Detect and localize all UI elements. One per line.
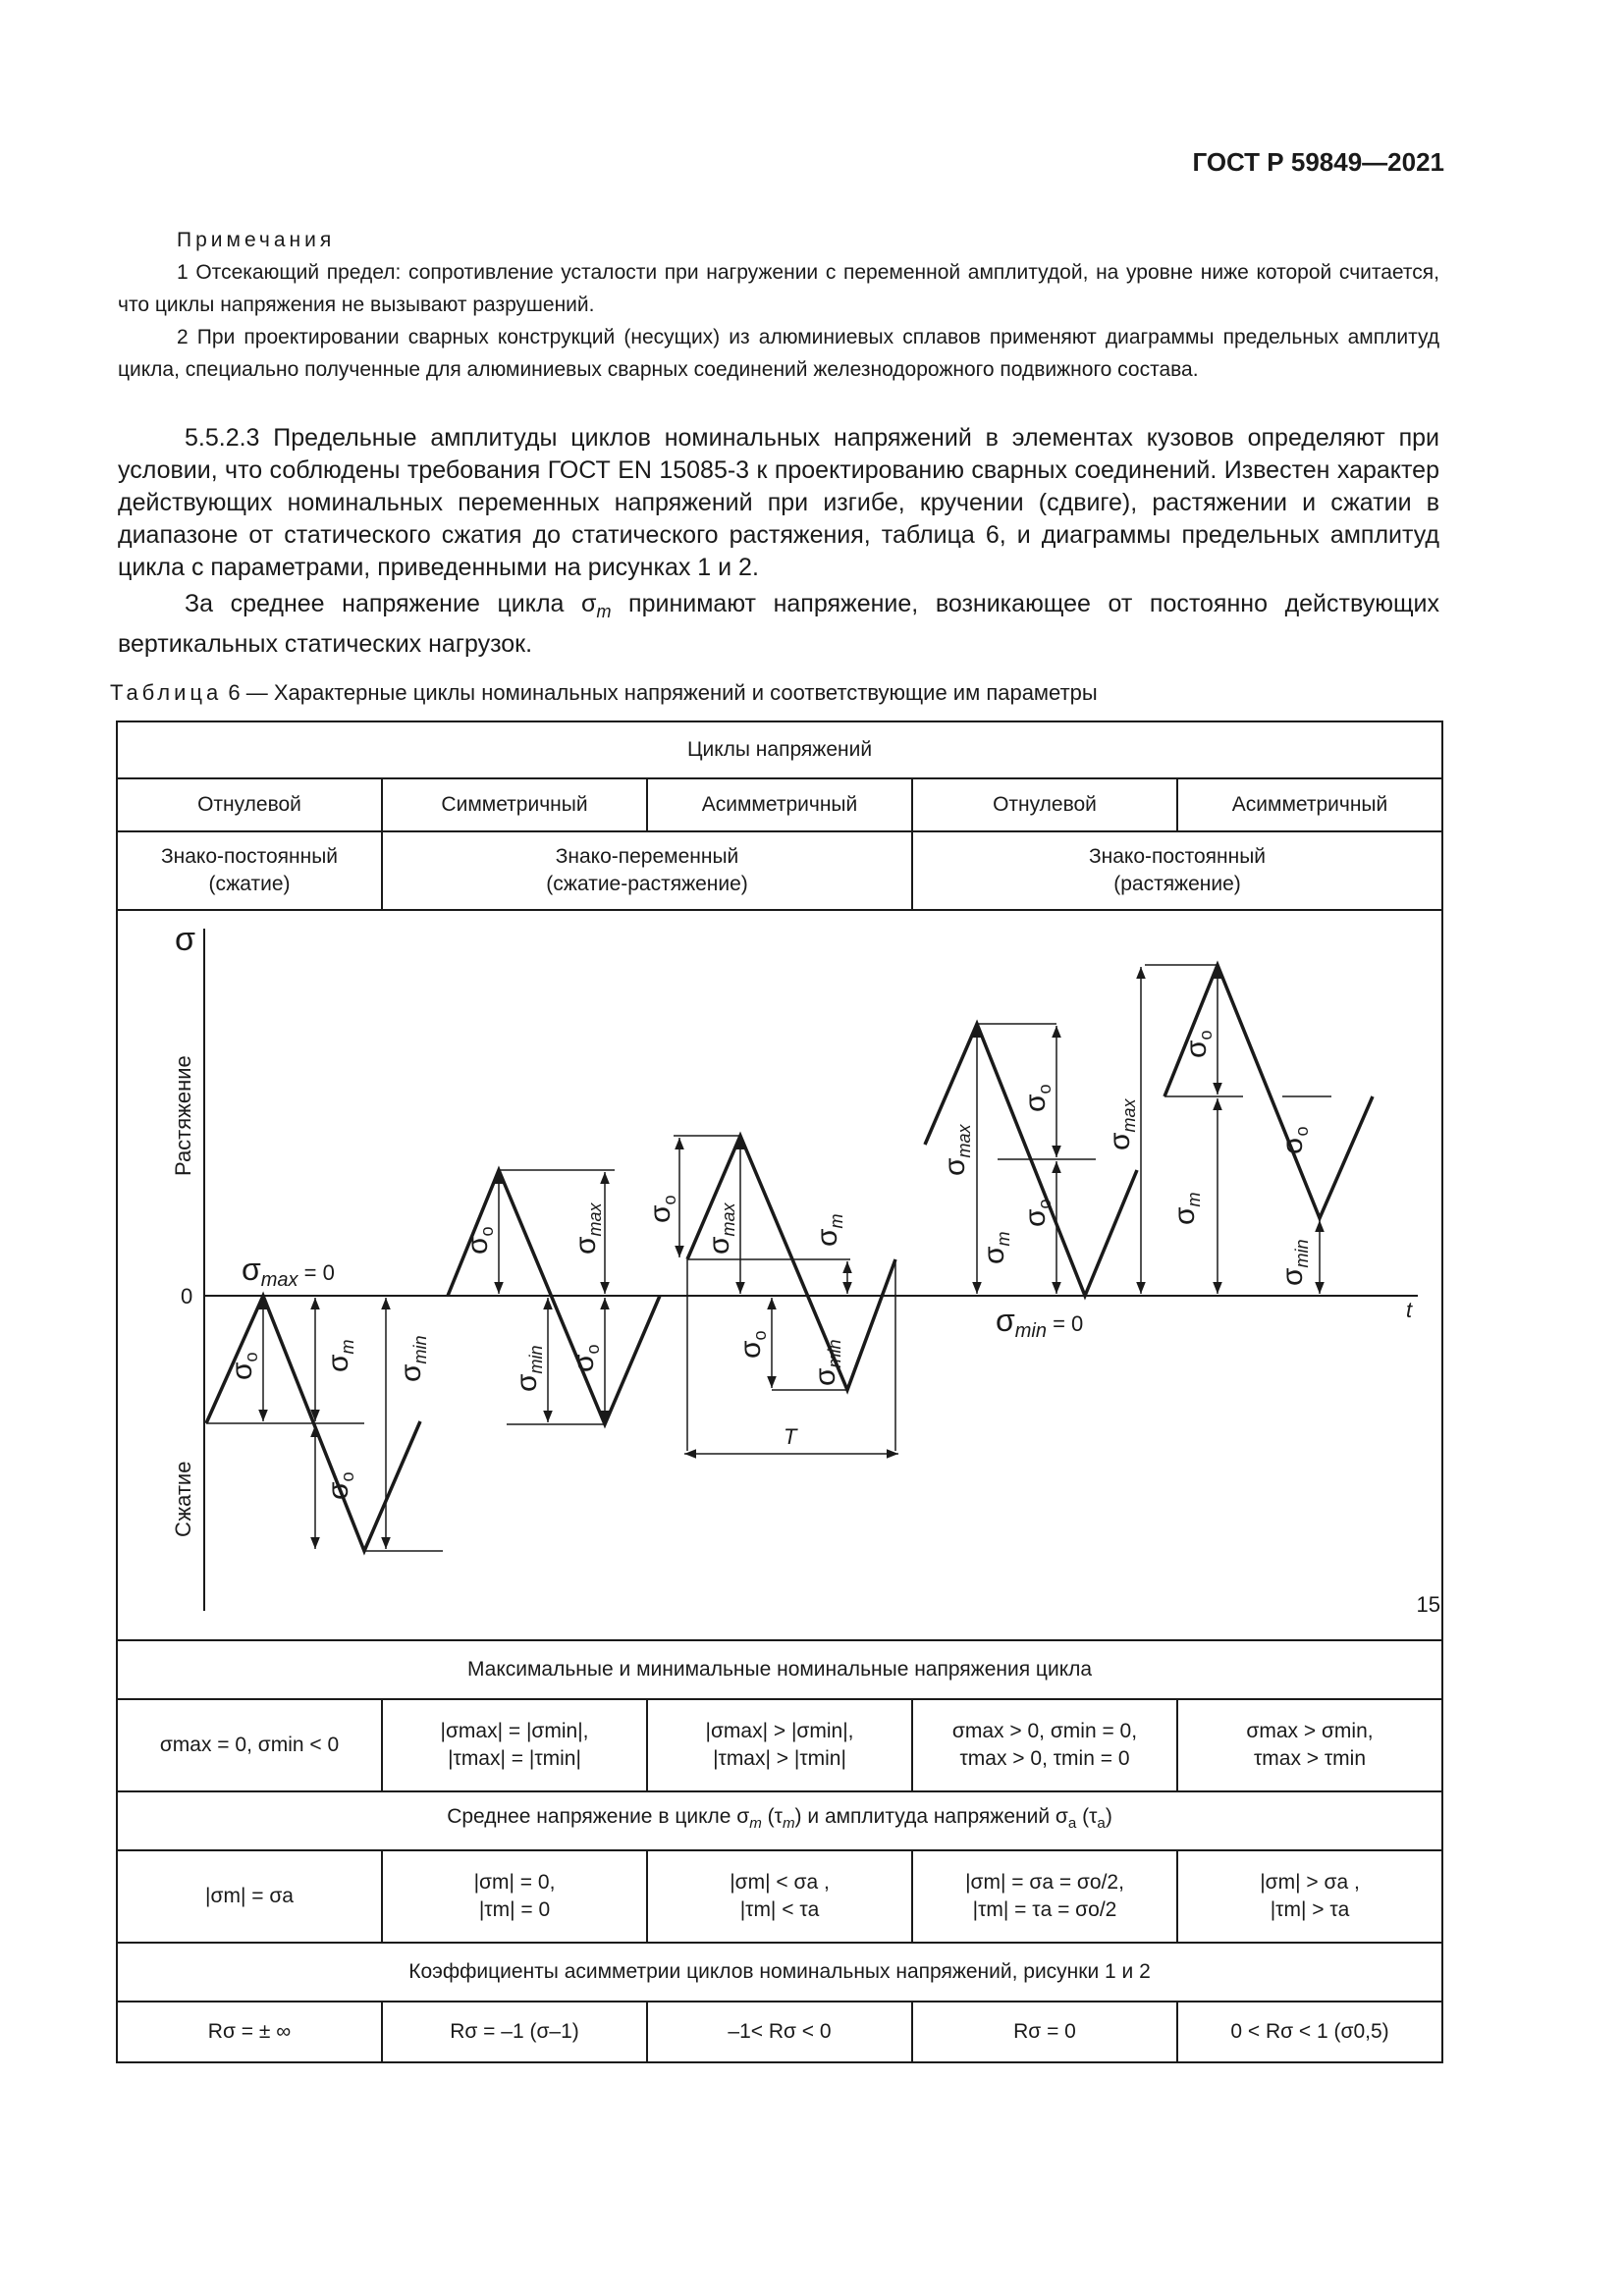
asymmetry-coefficient-cell: Rσ = ± ∞ <box>117 2002 382 2062</box>
sigma-m-label: $\sigma_m$ <box>978 1231 1013 1264</box>
stress-cycle-diagram-cell <box>117 910 1442 1640</box>
section-asymmetry-coefficients: Коэффициенты асимметрии циклов номинальных напряжений, рисунки 1 и 2 <box>117 1943 1442 2002</box>
stress-cycle-diagram <box>124 911 1449 1631</box>
max-min-cell: σmax = 0, σmin < 0 <box>117 1699 382 1791</box>
max-min-cell: |σmax| = |σmin|, |τmax| = |τmin| <box>382 1699 647 1791</box>
t-axis-symbol: t <box>1406 1298 1413 1322</box>
sigma-max-label: $\sigma_{max}$ <box>939 1124 974 1176</box>
sigma-min-label: $\sigma_{min}$ <box>809 1339 844 1386</box>
mean-amplitude-cell: |σm| = 0, |τm| = 0 <box>382 1850 647 1943</box>
sigma-o-label: $\sigma_o$ <box>1276 1126 1312 1154</box>
period-label: T <box>784 1424 797 1449</box>
document-code: ГОСТ Р 59849—2021 <box>1192 147 1444 177</box>
sigma-m-label: $\sigma_m$ <box>1168 1192 1204 1225</box>
page-number: 15 <box>1416 1592 1440 1617</box>
sign-group-cell: Знако-постоянный (сжатие) <box>117 831 382 910</box>
cycle-type-cell: Асимметричный <box>1177 778 1442 831</box>
sigma-max-label: $\sigma_{max}$ <box>703 1202 738 1255</box>
para2-subscript: m <box>596 602 612 621</box>
reference-lines <box>206 965 1331 1551</box>
cycle-type-cell: Симметричный <box>382 778 647 831</box>
sigma-o-label: $\sigma_o$ <box>461 1226 497 1255</box>
sigma-min-label: $\sigma_{min}$ <box>1276 1239 1312 1286</box>
paragraph-mean-stress <box>118 588 1439 661</box>
max-min-cell: |σmax| > |σmin|, |τmax| > |τmin| <box>647 1699 912 1791</box>
mean-amplitude-cell: |σm| < σa , |τm| < τa <box>647 1850 912 1943</box>
sign-group-cell: Знако-постоянный (растяжение) <box>912 831 1442 910</box>
mean-amplitude-cell: |σm| = σa = σo/2, |τm| = τa = σo/2 <box>912 1850 1177 1943</box>
sigma-o-label: $\sigma_o$ <box>734 1330 770 1359</box>
sigma-max-label: $\sigma_{max}$ <box>1104 1098 1139 1150</box>
header-stress-cycles: Циклы напряжений <box>117 721 1442 778</box>
cycle-type-cell: Отнулевой <box>117 778 382 831</box>
paragraph-5-5-2-3: 5.5.2.3 Предельные амплитуды циклов номинальных напряжений в элементах кузовов определяют при условии, что соблюдены требования ГОСТ EN 15085-3 к проектированию сварных соединений. Известен характер действующих номинальных переменных напряжений при изгибе, кручении (сдвиге), растяжении и сжатии в диапазоне от статического сжатия до статического растяжения, таблица 6, и диаграммы предельных амплитуд цикла с параметрами, приведенными на рисунках 1 и 2. <box>118 424 1439 581</box>
cycle-curve-5 <box>1164 965 1373 1218</box>
tension-label: Растяжение <box>171 1055 195 1176</box>
sigma-max-label: $\sigma_{max}$ <box>569 1202 605 1255</box>
mean-amplitude-cell: |σm| > σa , |τm| > τa <box>1177 1850 1442 1943</box>
mean-amplitude-cell: |σm| = σa <box>117 1850 382 1943</box>
stress-cycles-table <box>116 721 1443 2063</box>
sigma-o-label: $\sigma_o$ <box>226 1352 261 1380</box>
asymmetry-coefficient-cell: –1< Rσ < 0 <box>647 2002 912 2062</box>
sigma-o-label: $\sigma_o$ <box>1019 1084 1055 1112</box>
sigma-o-label: $\sigma_o$ <box>1019 1199 1055 1227</box>
asymmetry-coefficient-cell: Rσ = –1 (σ–1) <box>382 2002 647 2062</box>
max-min-cell: σmax > σmin, τmax > τmin <box>1177 1699 1442 1791</box>
note-item-2: 2 При проектировании сварных конструкций (несущих) из алюминиевых сплавов применяют диаграммы предельных амплитуд цикла, специально полученные для алюминиевых сварных соединений железнодорожного подвижного состава. <box>118 326 1439 381</box>
cycle-type-cell: Асимметричный <box>647 778 912 831</box>
sigma-o-label: $\sigma_o$ <box>568 1344 603 1372</box>
asymmetry-coefficient-cell: 0 < Rσ < 1 (σ0,5) <box>1177 2002 1442 2062</box>
body-text <box>118 422 1439 661</box>
caption-text: 6 — Характерные циклы номинальных напряжений и соответствующие им параметры <box>228 680 1098 705</box>
table-caption <box>110 680 1098 706</box>
sigma-m-label: $\sigma_m$ <box>322 1339 357 1372</box>
sigma-o-label: $\sigma_o$ <box>644 1195 679 1223</box>
section-max-min-stress: Максимальные и минимальные номинальные напряжения цикла <box>117 1640 1442 1699</box>
cycle-curve-3 <box>687 1136 895 1390</box>
sigma-min-label: $\sigma_{min}$ <box>395 1335 430 1382</box>
note-item-1: 1 Отсекающий предел: сопротивление усталости при нагружении с переменной амплитудой, на уровне ниже которой считается, что циклы напряжения не вызывают разрушений. <box>118 261 1439 316</box>
sigma-o-label: $\sigma_o$ <box>1180 1030 1216 1058</box>
sigma-min-zero-label: $\sigma_{min}$ $^{= 0}$ <box>996 1303 1084 1342</box>
para2-text-b: принимают напряжение, возникающее от постоянно действующих вертикальных статических нагрузок. <box>118 590 1439 658</box>
zero-label: 0 <box>181 1284 193 1308</box>
compression-label: Сжатие <box>171 1461 195 1537</box>
section-mean-and-amplitude: Среднее напряжение в цикле $\sigma_m$ $(\tau_m)$ и амплитуда напряжений $\sigma_a$ $(\tau_a)$ <box>117 1791 1442 1850</box>
max-min-cell: σmax > 0, σmin = 0, τmax > 0, τmin = 0 <box>912 1699 1177 1791</box>
caption-label: Таблица <box>110 680 223 705</box>
sigma-max-zero-label: $\sigma_{max}$ $^{= 0}$ <box>242 1252 335 1291</box>
sign-group-cell: Знако-переменный (сжатие-растяжение) <box>382 831 912 910</box>
asymmetry-coefficient-cell: Rσ = 0 <box>912 2002 1177 2062</box>
notes-title: Примечания <box>177 229 336 251</box>
cycle-type-cell: Отнулевой <box>912 778 1177 831</box>
sigma-o-label: $\sigma_o$ <box>322 1471 357 1500</box>
para2-text-a: За среднее напряжение цикла σ <box>185 590 597 617</box>
sigma-m-label: $\sigma_m$ <box>811 1213 846 1247</box>
y-axis-symbol: σ <box>175 921 195 958</box>
cycle-curve-2 <box>448 1170 660 1424</box>
sigma-min-label: $\sigma_{min}$ <box>511 1345 546 1392</box>
notes-block <box>118 224 1439 386</box>
